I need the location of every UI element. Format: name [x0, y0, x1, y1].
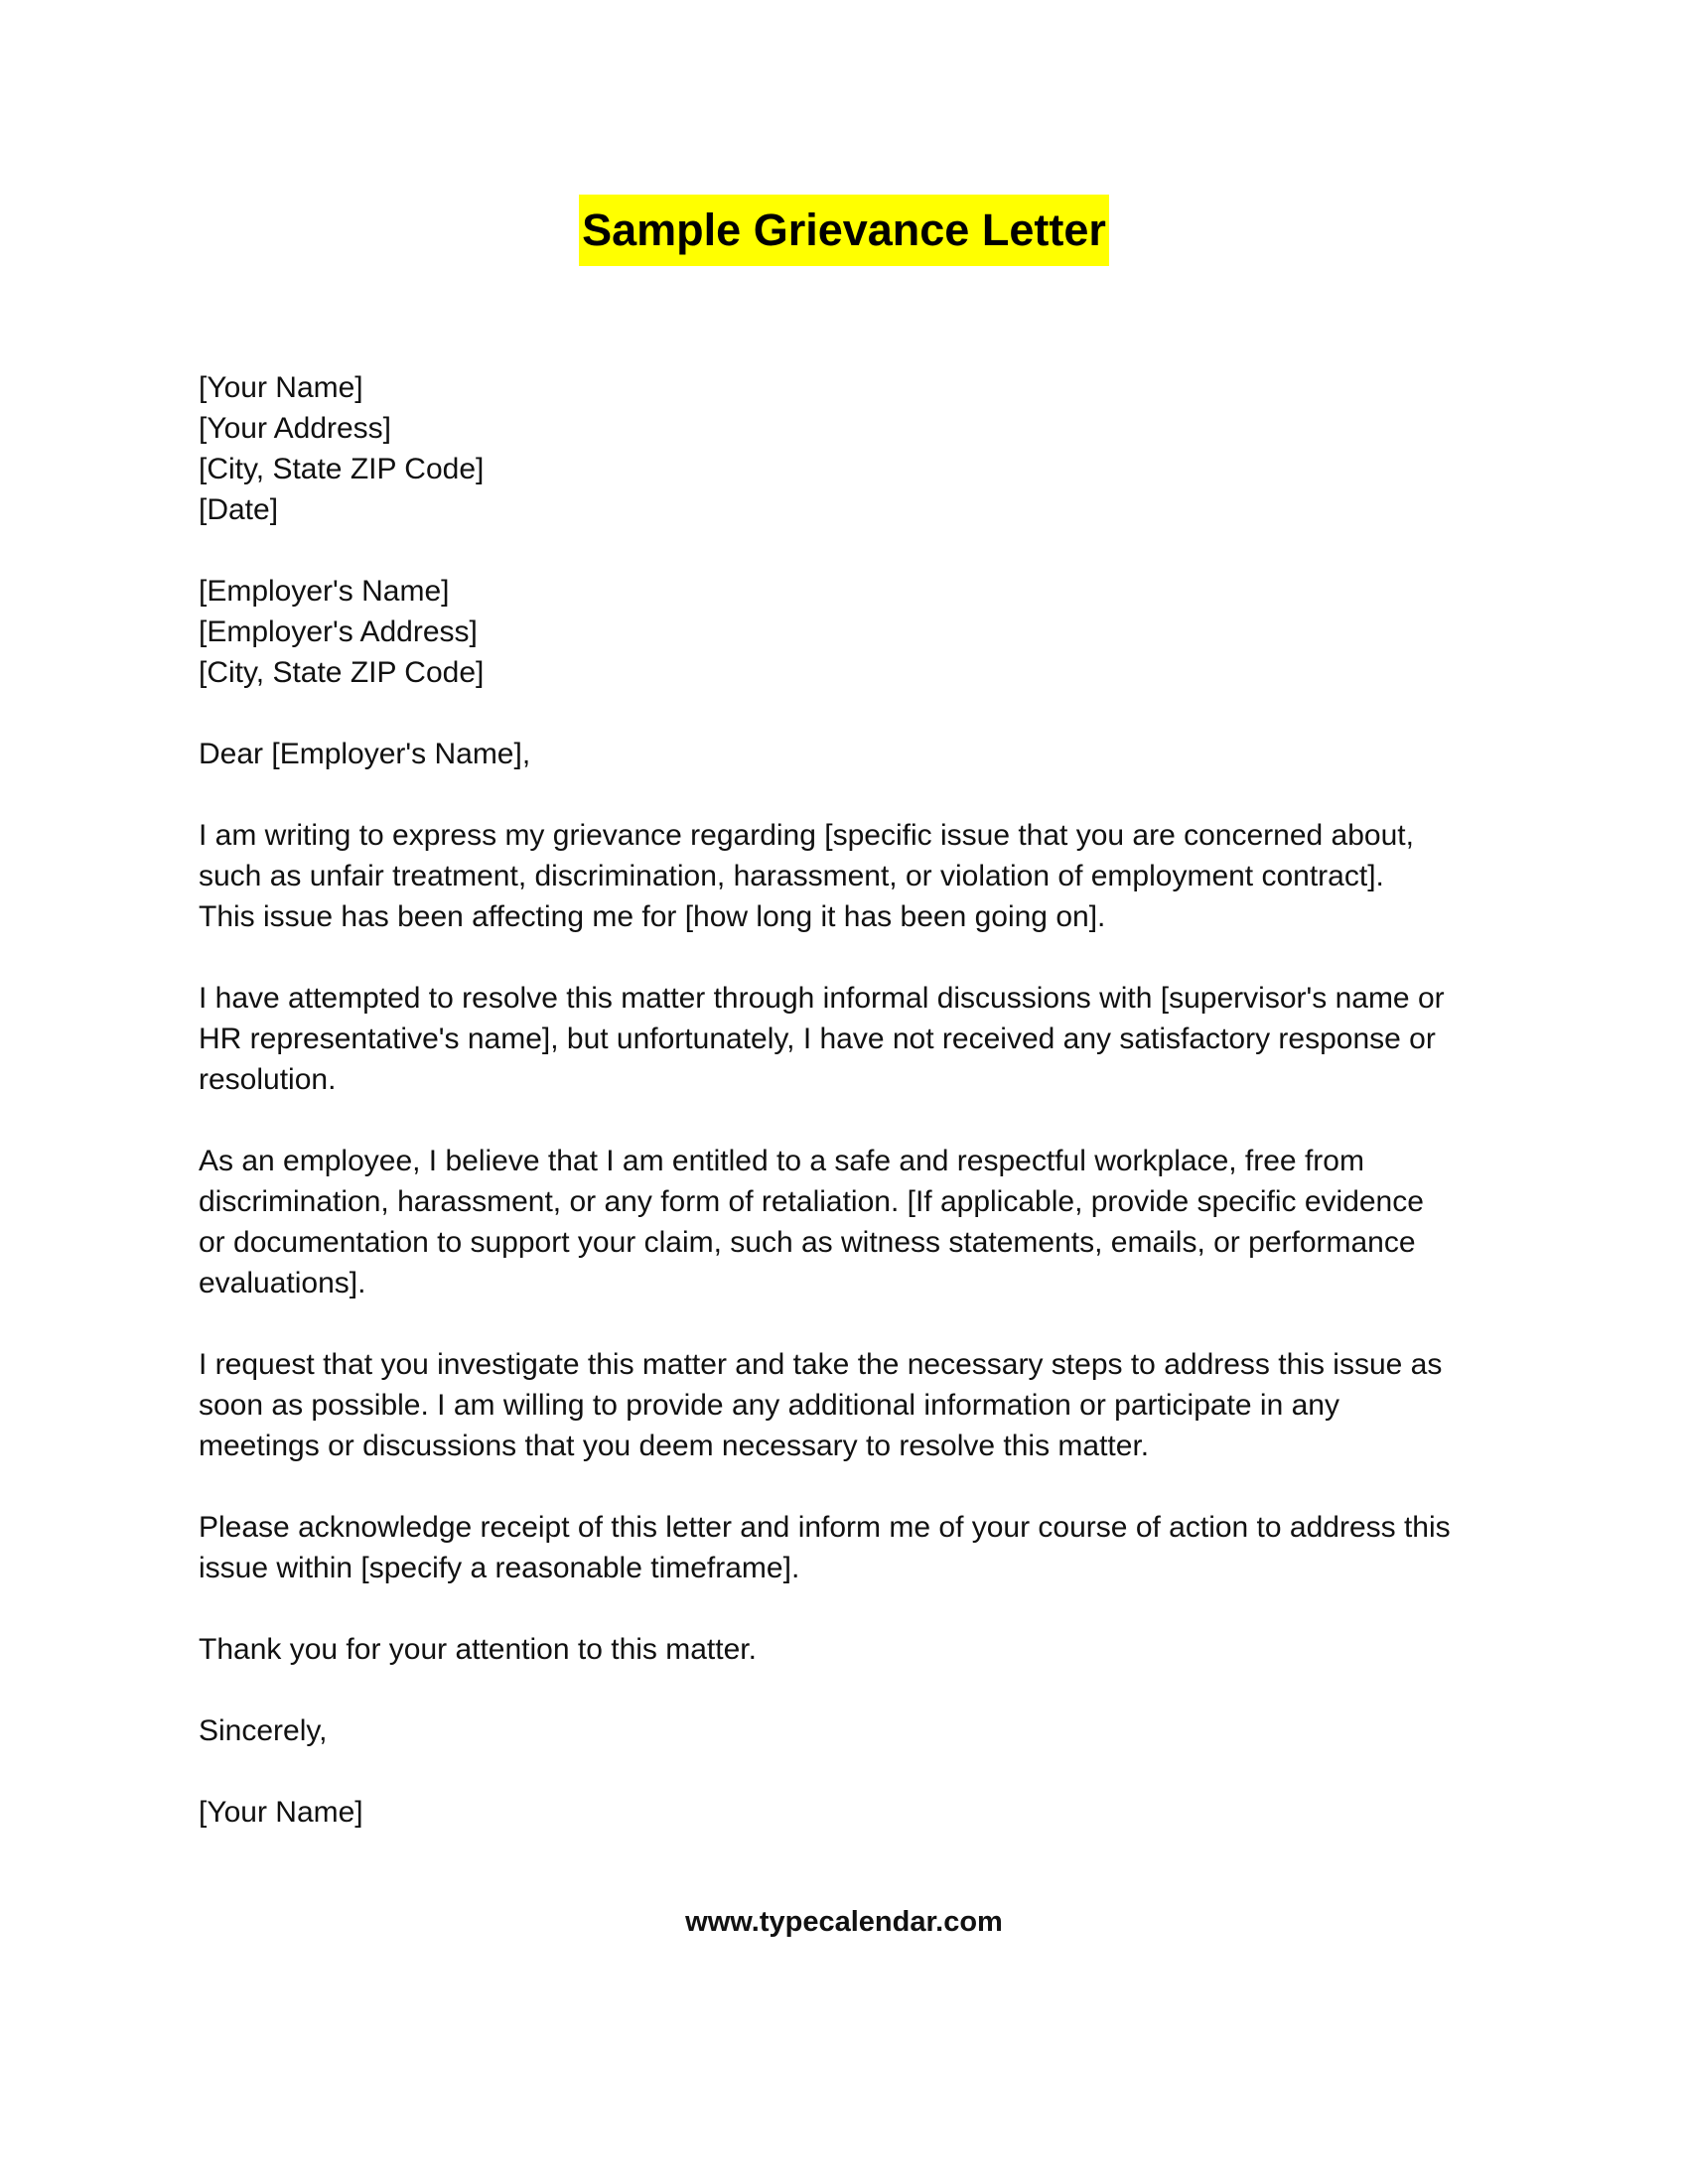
- paragraph-line: issue within [specify a reasonable timeframe].: [199, 1552, 800, 1584]
- closing: Sincerely,: [199, 1714, 328, 1747]
- paragraph-4: [199, 1344, 1499, 1466]
- paragraph-5: [199, 1507, 1499, 1588]
- footer-website: www.typecalendar.com: [685, 1906, 1003, 1938]
- paragraph-line: discrimination, harassment, or any form of retaliation. [If applicable, provide specific evidence: [199, 1185, 1424, 1218]
- paragraph-line: Please acknowledge receipt of this letter and inform me of your course of action to address this: [199, 1511, 1451, 1544]
- closing-block: [199, 1710, 1499, 1751]
- recipient-address: [Employer's Address]: [199, 615, 478, 648]
- title-container: [0, 195, 1688, 266]
- paragraph-line: or documentation to support your claim, such as witness statements, emails, or performance: [199, 1226, 1416, 1259]
- letter-date: [Date]: [199, 493, 279, 526]
- paragraph-line: meetings or discussions that you deem necessary to resolve this matter.: [199, 1430, 1150, 1462]
- letter-body: [199, 367, 1499, 1833]
- sender-address-block: [199, 367, 1499, 530]
- salutation-block: [199, 734, 1499, 774]
- paragraph-line: soon as possible. I am willing to provide any additional information or participate in any: [199, 1389, 1339, 1422]
- paragraph-line: As an employee, I believe that I am entitled to a safe and respectful workplace, free from: [199, 1145, 1364, 1177]
- sender-address: [Your Address]: [199, 412, 392, 445]
- paragraph-line: I request that you investigate this matter and take the necessary steps to address this issue as: [199, 1348, 1443, 1381]
- paragraph-2: [199, 978, 1499, 1100]
- paragraph-6: [199, 1629, 1499, 1670]
- sender-name: [Your Name]: [199, 371, 363, 404]
- paragraph-3: [199, 1141, 1499, 1303]
- recipient-address-block: [199, 571, 1499, 693]
- signature-block: [199, 1792, 1499, 1833]
- signature-name: [Your Name]: [199, 1796, 363, 1829]
- paragraph-1: [199, 815, 1499, 937]
- paragraph-line: evaluations].: [199, 1267, 366, 1299]
- sender-city: [City, State ZIP Code]: [199, 453, 485, 485]
- paragraph-line: Thank you for your attention to this matter.: [199, 1633, 757, 1666]
- spacer: [199, 693, 1499, 734]
- salutation: Dear [Employer's Name],: [199, 738, 531, 770]
- spacer: [199, 530, 1499, 571]
- paragraph-line: This issue has been affecting me for [how long it has been going on].: [199, 900, 1106, 933]
- page-title: Sample Grievance Letter: [579, 195, 1109, 266]
- recipient-city: [City, State ZIP Code]: [199, 656, 485, 689]
- paragraph-line: resolution.: [199, 1063, 337, 1096]
- recipient-name: [Employer's Name]: [199, 575, 450, 608]
- paragraph-line: HR representative's name], but unfortunately, I have not received any satisfactory response or: [199, 1023, 1436, 1055]
- paragraph-line: I am writing to express my grievance regarding [specific issue that you are concerned about,: [199, 819, 1414, 852]
- paragraph-line: such as unfair treatment, discrimination, harassment, or violation of employment contract].: [199, 860, 1384, 892]
- paragraph-line: I have attempted to resolve this matter through informal discussions with [supervisor's name or: [199, 982, 1445, 1015]
